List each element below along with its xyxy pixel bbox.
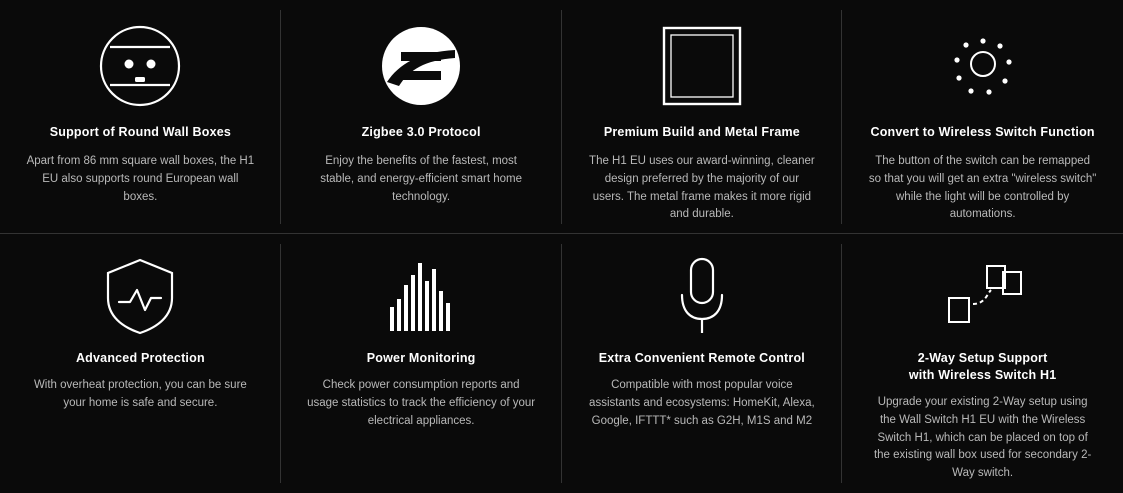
feature-title: Extra Convenient Remote Control — [598, 351, 805, 366]
feature-card-zigbee — [281, 0, 562, 234]
zigbee-logo-icon — [379, 14, 463, 118]
feature-card-metal-frame — [562, 0, 843, 234]
wireless-signal-dots-icon — [937, 14, 1029, 118]
feature-title-line1: 2-Way Setup Support — [917, 351, 1048, 366]
feature-title: Zigbee 3.0 Protocol — [361, 125, 481, 139]
feature-title: Power Monitoring — [366, 351, 476, 366]
feature-title — [909, 350, 1057, 384]
feature-description: Upgrade your existing 2-Way setup using the Wall Switch H1 EU with the Wireless Switch H1, which can be placed on top of the existing wall box used for secondary 2-Way switch. — [873, 395, 1092, 480]
feature-title-line2: with Wireless Switch H1 — [908, 368, 1057, 382]
feature-title: Support of Round Wall Boxes — [49, 125, 232, 139]
two-way-setup-icon — [935, 248, 1031, 344]
feature-card-advanced-protection — [0, 234, 281, 493]
metal-frame-square-icon — [658, 14, 746, 118]
feature-card-power-monitoring — [281, 234, 562, 493]
feature-description: The H1 EU uses our award-winning, cleaner design preferred by the majority of our users. The metal frame makes it more rigid and durable. — [589, 154, 815, 221]
round-wall-box-icon — [94, 14, 186, 118]
feature-title: Convert to Wireless Switch Function — [870, 125, 1095, 139]
feature-description: Check power consumption reports and usage statistics to track the efficiency of your electrical appliances. — [307, 379, 536, 427]
feature-card-two-way-setup — [842, 234, 1123, 493]
bar-chart-power-icon — [378, 248, 464, 344]
feature-title: Premium Build and Metal Frame — [603, 125, 800, 139]
feature-card-remote-control — [562, 234, 843, 493]
feature-description: Enjoy the benefits of the fastest, most stable, and energy-efficient smart home technology. — [320, 154, 523, 203]
feature-description: Apart from 86 mm square wall boxes, the H1 EU also supports round European wall boxes. — [26, 154, 255, 203]
feature-title: Advanced Protection — [75, 351, 205, 366]
feature-card-round-wall-boxes — [0, 0, 281, 234]
feature-card-wireless-switch — [842, 0, 1123, 234]
feature-description: The button of the switch can be remapped so that you will get an extra "wireless switch" while the light will be controlled by automations. — [868, 154, 1097, 221]
feature-description: With overheat protection, you can be sure your home is safe and secure. — [33, 379, 247, 409]
shield-protection-icon — [100, 248, 180, 344]
feature-description: Compatible with most popular voice assistants and ecosystems: HomeKit, Alexa, Google, IFTTT* such as G2H, M1S and M2 — [589, 379, 815, 427]
microphone-icon — [669, 248, 735, 344]
